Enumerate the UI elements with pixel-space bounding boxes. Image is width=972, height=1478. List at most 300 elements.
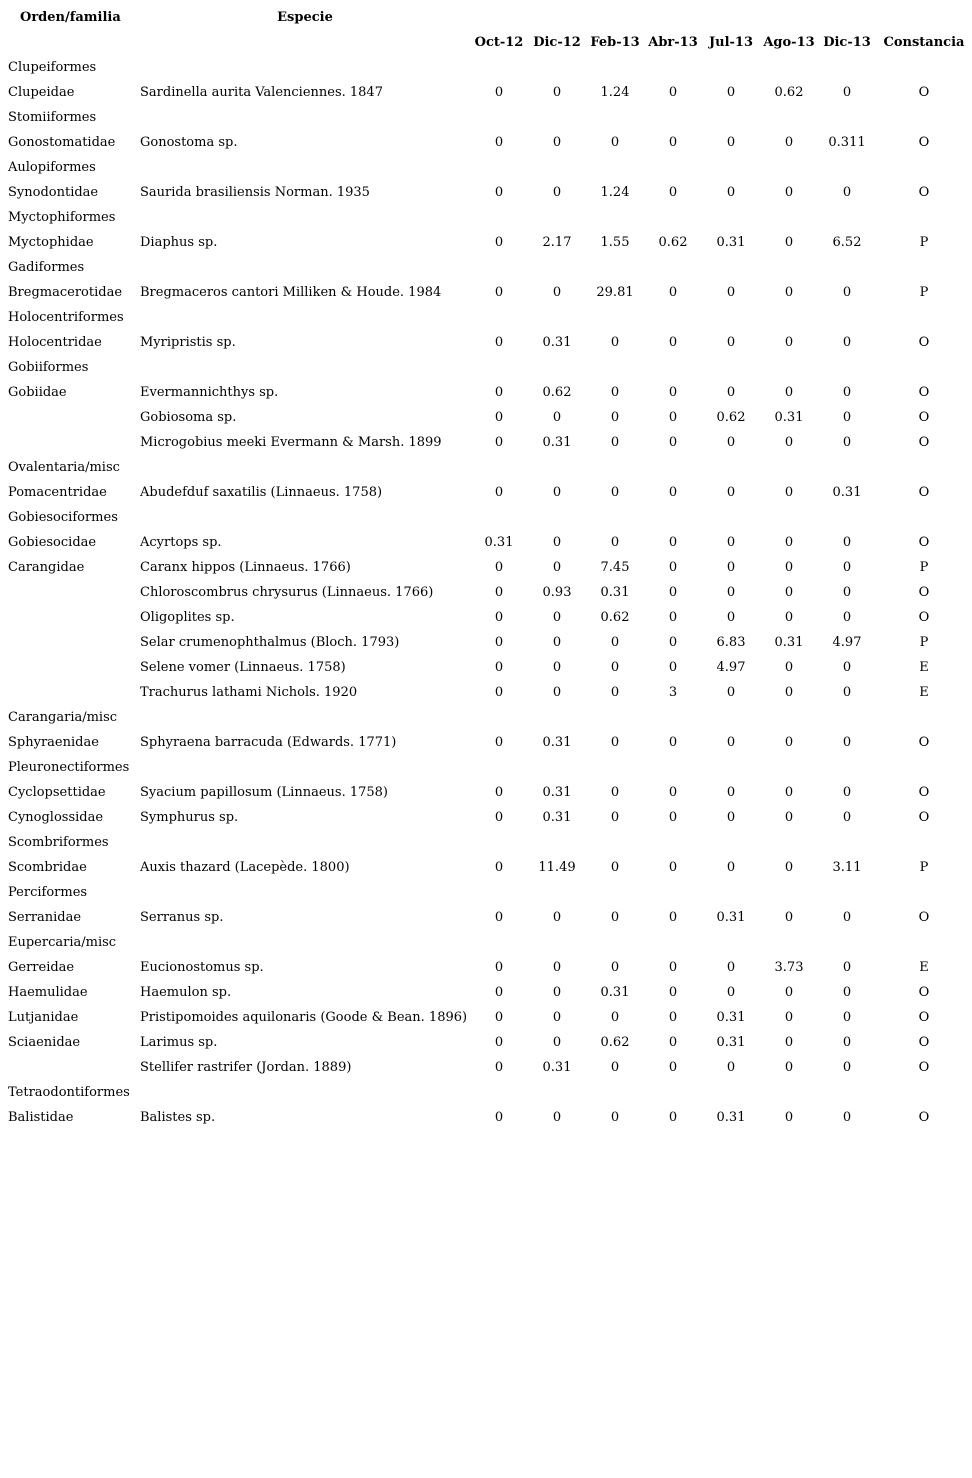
constancia-cell: O xyxy=(918,785,930,800)
constancia-cell: O xyxy=(918,135,930,150)
value-cell: 0.31 xyxy=(600,585,630,600)
value-cell: 0 xyxy=(784,785,794,800)
constancia-cell: O xyxy=(918,85,930,100)
species-abundance-table xyxy=(0,5,972,1130)
value-cell: 4.97 xyxy=(716,660,746,675)
value-cell: 0 xyxy=(726,485,736,500)
familia-cell: Serranidae xyxy=(8,910,82,925)
value-cell: 0 xyxy=(494,610,504,625)
order-row xyxy=(0,455,972,480)
constancia-column-header: Constancia xyxy=(883,35,965,50)
constancia-cell: P xyxy=(919,860,929,875)
value-cell: 0 xyxy=(842,785,852,800)
order-row xyxy=(0,105,972,130)
value-cell: 0 xyxy=(552,610,562,625)
value-cell: 0 xyxy=(494,410,504,425)
value-cell: 0 xyxy=(552,1110,562,1125)
value-cell: 0 xyxy=(668,1010,678,1025)
value-cell: 0 xyxy=(668,85,678,100)
value-cell: 0 xyxy=(784,585,794,600)
month-column-header: Dic-13 xyxy=(823,35,871,50)
especie-cell: Selar crumenophthalmus (Bloch. 1793) xyxy=(140,635,400,650)
familia-cell xyxy=(0,430,140,455)
value-cell: 0 xyxy=(494,335,504,350)
especie-column-header: Especie xyxy=(277,10,333,25)
constancia-cell: O xyxy=(918,810,930,825)
empty-header-cell xyxy=(0,30,140,55)
value-cell: 0 xyxy=(494,1110,504,1125)
value-cell: 0 xyxy=(494,660,504,675)
table-body xyxy=(0,55,972,1130)
value-cell: 0 xyxy=(610,1060,620,1075)
constancia-cell: O xyxy=(918,735,930,750)
value-cell: 0.62 xyxy=(774,85,804,100)
value-cell: 0 xyxy=(494,1035,504,1050)
familia-cell: Synodontidae xyxy=(8,185,99,200)
value-cell: 0 xyxy=(784,910,794,925)
constancia-cell: E xyxy=(919,960,929,975)
especie-cell: Balistes sp. xyxy=(140,1110,216,1125)
value-cell: 0 xyxy=(552,1010,562,1025)
value-cell: 11.49 xyxy=(538,860,576,875)
table-row xyxy=(0,230,972,255)
value-cell: 0 xyxy=(610,410,620,425)
value-cell: 0 xyxy=(668,1060,678,1075)
especie-cell: Evermannichthys sp. xyxy=(140,385,279,400)
order-label: Myctophiformes xyxy=(8,210,116,225)
header-spacer xyxy=(470,5,972,30)
value-cell: 1.24 xyxy=(600,185,630,200)
value-cell: 1.24 xyxy=(600,85,630,100)
order-label: Pleuronectiformes xyxy=(8,760,130,775)
value-cell: 0.31 xyxy=(716,1010,746,1025)
value-cell: 0.31 xyxy=(542,810,572,825)
table-row xyxy=(0,730,972,755)
order-label: Stomiiformes xyxy=(8,110,97,125)
value-cell: 0 xyxy=(552,135,562,150)
value-cell: 0 xyxy=(784,485,794,500)
order-label: Gadiformes xyxy=(8,260,85,275)
value-cell: 2.17 xyxy=(542,235,572,250)
value-cell: 0 xyxy=(842,185,852,200)
especie-cell: Serranus sp. xyxy=(140,910,224,925)
value-cell: 6.52 xyxy=(832,235,862,250)
value-cell: 0 xyxy=(784,1010,794,1025)
order-label: Tetraodontiformes xyxy=(8,1085,130,1100)
familia-cell: Gobiidae xyxy=(8,385,67,400)
value-cell: 0 xyxy=(726,560,736,575)
value-cell: 0 xyxy=(726,1060,736,1075)
value-cell: 0 xyxy=(610,485,620,500)
table-row xyxy=(0,130,972,155)
value-cell: 0.311 xyxy=(828,135,866,150)
value-cell: 0 xyxy=(552,685,562,700)
value-cell: 0 xyxy=(842,535,852,550)
value-cell: 0 xyxy=(726,135,736,150)
value-cell: 0 xyxy=(784,535,794,550)
especie-cell: Symphurus sp. xyxy=(140,810,239,825)
month-column-header: Abr-13 xyxy=(648,35,698,50)
table-row xyxy=(0,555,972,580)
especie-cell: Auxis thazard (Lacepède. 1800) xyxy=(140,860,350,875)
table-row xyxy=(0,530,972,555)
constancia-cell: O xyxy=(918,335,930,350)
value-cell: 0 xyxy=(494,810,504,825)
value-cell: 0.31 xyxy=(600,985,630,1000)
value-cell: 0 xyxy=(668,535,678,550)
familia-cell: Gonostomatidae xyxy=(8,135,116,150)
page xyxy=(0,5,972,1478)
header-row-titles xyxy=(0,5,972,30)
value-cell: 0 xyxy=(784,285,794,300)
constancia-cell: P xyxy=(919,285,929,300)
value-cell: 0 xyxy=(784,385,794,400)
value-cell: 0 xyxy=(552,960,562,975)
table-row xyxy=(0,80,972,105)
table-row xyxy=(0,180,972,205)
value-cell: 0 xyxy=(552,635,562,650)
value-cell: 3.73 xyxy=(774,960,804,975)
order-row xyxy=(0,830,972,855)
value-cell: 0.31 xyxy=(542,335,572,350)
familia-cell xyxy=(0,630,140,655)
value-cell: 0 xyxy=(668,385,678,400)
value-cell: 0 xyxy=(552,985,562,1000)
value-cell: 1.55 xyxy=(600,235,630,250)
especie-cell: Bregmaceros cantori Milliken & Houde. 1984 xyxy=(140,285,442,300)
familia-cell: Cynoglossidae xyxy=(8,810,104,825)
value-cell: 0 xyxy=(494,685,504,700)
value-cell: 0 xyxy=(784,1035,794,1050)
value-cell: 0 xyxy=(552,410,562,425)
constancia-cell: O xyxy=(918,585,930,600)
value-cell: 0 xyxy=(726,185,736,200)
table-header xyxy=(0,5,972,55)
value-cell: 0 xyxy=(668,860,678,875)
value-cell: 0 xyxy=(668,660,678,675)
constancia-cell: P xyxy=(919,235,929,250)
value-cell: 0 xyxy=(842,610,852,625)
table-row xyxy=(0,480,972,505)
table-row xyxy=(0,605,972,630)
value-cell: 0 xyxy=(842,385,852,400)
value-cell: 0 xyxy=(784,560,794,575)
value-cell: 0 xyxy=(668,285,678,300)
value-cell: 0 xyxy=(668,560,678,575)
value-cell: 0.31 xyxy=(542,785,572,800)
value-cell: 0 xyxy=(610,860,620,875)
value-cell: 0 xyxy=(784,660,794,675)
value-cell: 0 xyxy=(494,585,504,600)
order-label: Holocentriformes xyxy=(8,310,124,325)
constancia-cell: O xyxy=(918,1010,930,1025)
value-cell: 0 xyxy=(668,135,678,150)
constancia-cell: P xyxy=(919,635,929,650)
table-row xyxy=(0,955,972,980)
value-cell: 0.31 xyxy=(774,635,804,650)
value-cell: 0.62 xyxy=(542,385,572,400)
value-cell: 0.31 xyxy=(542,735,572,750)
value-cell: 0 xyxy=(726,85,736,100)
value-cell: 0 xyxy=(610,385,620,400)
value-cell: 0 xyxy=(842,85,852,100)
value-cell: 0 xyxy=(784,610,794,625)
value-cell: 0 xyxy=(494,385,504,400)
value-cell: 0 xyxy=(842,985,852,1000)
value-cell: 0 xyxy=(668,810,678,825)
especie-cell: Stellifer rastrifer (Jordan. 1889) xyxy=(140,1060,352,1075)
familia-cell xyxy=(0,1055,140,1080)
value-cell: 0.62 xyxy=(716,410,746,425)
value-cell: 0 xyxy=(842,285,852,300)
value-cell: 0 xyxy=(784,985,794,1000)
order-label: Carangaria/misc xyxy=(8,710,118,725)
especie-cell: Diaphus sp. xyxy=(140,235,218,250)
value-cell: 0 xyxy=(494,1060,504,1075)
especie-cell: Trachurus lathami Nichols. 1920 xyxy=(140,685,358,700)
value-cell: 0 xyxy=(842,960,852,975)
value-cell: 0 xyxy=(494,635,504,650)
value-cell: 0 xyxy=(668,485,678,500)
orden-familia-column-header: Orden/familia xyxy=(20,10,121,25)
familia-cell: Clupeidae xyxy=(8,85,75,100)
value-cell: 0 xyxy=(842,1060,852,1075)
value-cell: 0 xyxy=(668,985,678,1000)
especie-cell: Oligoplites sp. xyxy=(140,610,235,625)
value-cell: 0 xyxy=(494,960,504,975)
value-cell: 0 xyxy=(610,135,620,150)
value-cell: 0 xyxy=(494,860,504,875)
familia-cell xyxy=(0,405,140,430)
familia-cell: Cyclopsettidae xyxy=(8,785,106,800)
value-cell: 0 xyxy=(494,910,504,925)
value-cell: 0 xyxy=(552,1035,562,1050)
order-row xyxy=(0,55,972,80)
value-cell: 0.31 xyxy=(774,410,804,425)
value-cell: 0 xyxy=(726,785,736,800)
especie-cell: Gonostoma sp. xyxy=(140,135,238,150)
especie-cell: Eucionostomus sp. xyxy=(140,960,264,975)
value-cell: 0 xyxy=(726,285,736,300)
value-cell: 0 xyxy=(726,960,736,975)
table-row xyxy=(0,580,972,605)
value-cell: 0 xyxy=(842,585,852,600)
value-cell: 0.62 xyxy=(600,610,630,625)
familia-cell: Scombridae xyxy=(8,860,87,875)
constancia-cell: O xyxy=(918,1060,930,1075)
especie-cell: Acyrtops sp. xyxy=(140,535,222,550)
value-cell: 0 xyxy=(668,185,678,200)
value-cell: 0 xyxy=(494,285,504,300)
value-cell: 0 xyxy=(610,535,620,550)
constancia-cell: O xyxy=(918,535,930,550)
table-row xyxy=(0,280,972,305)
value-cell: 0 xyxy=(726,860,736,875)
value-cell: 0 xyxy=(494,135,504,150)
value-cell: 0 xyxy=(494,85,504,100)
familia-cell: Haemulidae xyxy=(8,985,88,1000)
value-cell: 0.31 xyxy=(542,435,572,450)
value-cell: 0 xyxy=(726,735,736,750)
familia-cell: Sphyraenidae xyxy=(8,735,99,750)
familia-cell xyxy=(0,655,140,680)
especie-cell: Sphyraena barracuda (Edwards. 1771) xyxy=(140,735,397,750)
table-row xyxy=(0,1005,972,1030)
familia-cell: Balistidae xyxy=(8,1110,74,1125)
value-cell: 0 xyxy=(494,735,504,750)
table-row xyxy=(0,1030,972,1055)
value-cell: 0 xyxy=(494,1010,504,1025)
order-label: Gobiiformes xyxy=(8,360,89,375)
especie-cell: Caranx hippos (Linnaeus. 1766) xyxy=(140,560,351,575)
value-cell: 0.31 xyxy=(716,1110,746,1125)
value-cell: 3 xyxy=(668,685,678,700)
value-cell: 0 xyxy=(494,985,504,1000)
value-cell: 0 xyxy=(668,610,678,625)
value-cell: 0 xyxy=(726,385,736,400)
especie-cell: Larimus sp. xyxy=(140,1035,218,1050)
especie-cell: Abudefduf saxatilis (Linnaeus. 1758) xyxy=(140,485,383,500)
value-cell: 0.31 xyxy=(542,1060,572,1075)
value-cell: 0 xyxy=(668,335,678,350)
familia-cell: Carangidae xyxy=(8,560,85,575)
value-cell: 0 xyxy=(494,785,504,800)
familia-cell: Gerreidae xyxy=(8,960,75,975)
familia-cell: Lutjanidae xyxy=(8,1010,79,1025)
value-cell: 0 xyxy=(610,785,620,800)
familia-cell: Sciaenidae xyxy=(8,1035,81,1050)
value-cell: 0 xyxy=(726,810,736,825)
order-label: Clupeiformes xyxy=(8,60,97,75)
value-cell: 0 xyxy=(610,910,620,925)
especie-cell: Sardinella aurita Valenciennes. 1847 xyxy=(140,85,383,100)
value-cell: 0 xyxy=(610,335,620,350)
value-cell: 0 xyxy=(784,1060,794,1075)
constancia-cell: O xyxy=(918,435,930,450)
value-cell: 0 xyxy=(610,810,620,825)
especie-cell: Pristipomoides aquilonaris (Goode & Bean. 1896) xyxy=(140,1010,468,1025)
familia-cell: Myctophidae xyxy=(8,235,94,250)
order-row xyxy=(0,1080,972,1105)
value-cell: 0 xyxy=(726,435,736,450)
especie-cell: Syacium papillosum (Linnaeus. 1758) xyxy=(140,785,388,800)
table-row xyxy=(0,805,972,830)
value-cell: 0 xyxy=(668,585,678,600)
especie-cell: Selene vomer (Linnaeus. 1758) xyxy=(140,660,346,675)
especie-cell: Chloroscombrus chrysurus (Linnaeus. 1766) xyxy=(140,585,434,600)
value-cell: 0 xyxy=(784,860,794,875)
value-cell: 0 xyxy=(784,335,794,350)
value-cell: 0 xyxy=(842,335,852,350)
value-cell: 0 xyxy=(726,610,736,625)
order-label: Perciformes xyxy=(8,885,88,900)
value-cell: 0 xyxy=(552,185,562,200)
value-cell: 0 xyxy=(552,485,562,500)
order-row xyxy=(0,930,972,955)
order-row xyxy=(0,155,972,180)
especie-cell: Microgobius meeki Evermann & Marsh. 1899 xyxy=(140,435,442,450)
value-cell: 0 xyxy=(842,560,852,575)
constancia-cell: O xyxy=(918,910,930,925)
constancia-cell: O xyxy=(918,185,930,200)
value-cell: 0 xyxy=(842,685,852,700)
constancia-cell: P xyxy=(919,560,929,575)
familia-cell: Gobiesocidae xyxy=(8,535,97,550)
value-cell: 0 xyxy=(668,1110,678,1125)
value-cell: 0 xyxy=(668,1035,678,1050)
value-cell: 0 xyxy=(494,560,504,575)
value-cell: 3.11 xyxy=(832,860,862,875)
value-cell: 0.31 xyxy=(484,535,514,550)
constancia-cell: O xyxy=(918,410,930,425)
value-cell: 0 xyxy=(784,810,794,825)
value-cell: 0 xyxy=(610,635,620,650)
constancia-cell: O xyxy=(918,385,930,400)
value-cell: 0 xyxy=(668,785,678,800)
value-cell: 0 xyxy=(726,685,736,700)
constancia-cell: O xyxy=(918,985,930,1000)
familia-cell: Bregmacerotidae xyxy=(8,285,123,300)
value-cell: 0 xyxy=(552,910,562,925)
value-cell: 0 xyxy=(668,435,678,450)
value-cell: 0 xyxy=(494,485,504,500)
value-cell: 0.31 xyxy=(716,1035,746,1050)
value-cell: 0 xyxy=(726,535,736,550)
familia-cell xyxy=(0,605,140,630)
value-cell: 0 xyxy=(610,660,620,675)
order-label: Eupercaria/misc xyxy=(8,935,117,950)
especie-cell: Gobiosoma sp. xyxy=(140,410,237,425)
value-cell: 0 xyxy=(842,410,852,425)
order-row xyxy=(0,705,972,730)
order-row xyxy=(0,755,972,780)
month-column-header: Dic-12 xyxy=(533,35,581,50)
value-cell: 0 xyxy=(668,735,678,750)
value-cell: 0 xyxy=(842,810,852,825)
value-cell: 0 xyxy=(668,635,678,650)
table-row xyxy=(0,655,972,680)
table-row xyxy=(0,430,972,455)
value-cell: 0 xyxy=(784,435,794,450)
value-cell: 0.62 xyxy=(600,1035,630,1050)
table-row xyxy=(0,330,972,355)
header-row-months xyxy=(0,30,972,55)
value-cell: 0.31 xyxy=(716,910,746,925)
value-cell: 0 xyxy=(494,185,504,200)
value-cell: 0 xyxy=(668,410,678,425)
value-cell: 6.83 xyxy=(716,635,746,650)
value-cell: 0 xyxy=(784,1110,794,1125)
familia-cell: Pomacentridae xyxy=(8,485,107,500)
value-cell: 0 xyxy=(784,235,794,250)
order-row xyxy=(0,255,972,280)
especie-cell: Saurida brasiliensis Norman. 1935 xyxy=(140,185,370,200)
month-column-header: Feb-13 xyxy=(590,35,640,50)
order-label: Gobiesociformes xyxy=(8,510,118,525)
value-cell: 4.97 xyxy=(832,635,862,650)
constancia-cell: O xyxy=(918,485,930,500)
value-cell: 0 xyxy=(668,960,678,975)
month-column-header: Ago-13 xyxy=(763,35,815,50)
value-cell: 0.31 xyxy=(716,235,746,250)
value-cell: 0 xyxy=(610,960,620,975)
order-label: Ovalentaria/misc xyxy=(8,460,120,475)
value-cell: 0 xyxy=(668,910,678,925)
table-row xyxy=(0,680,972,705)
value-cell: 0 xyxy=(784,185,794,200)
value-cell: 0 xyxy=(842,910,852,925)
value-cell: 0 xyxy=(784,735,794,750)
